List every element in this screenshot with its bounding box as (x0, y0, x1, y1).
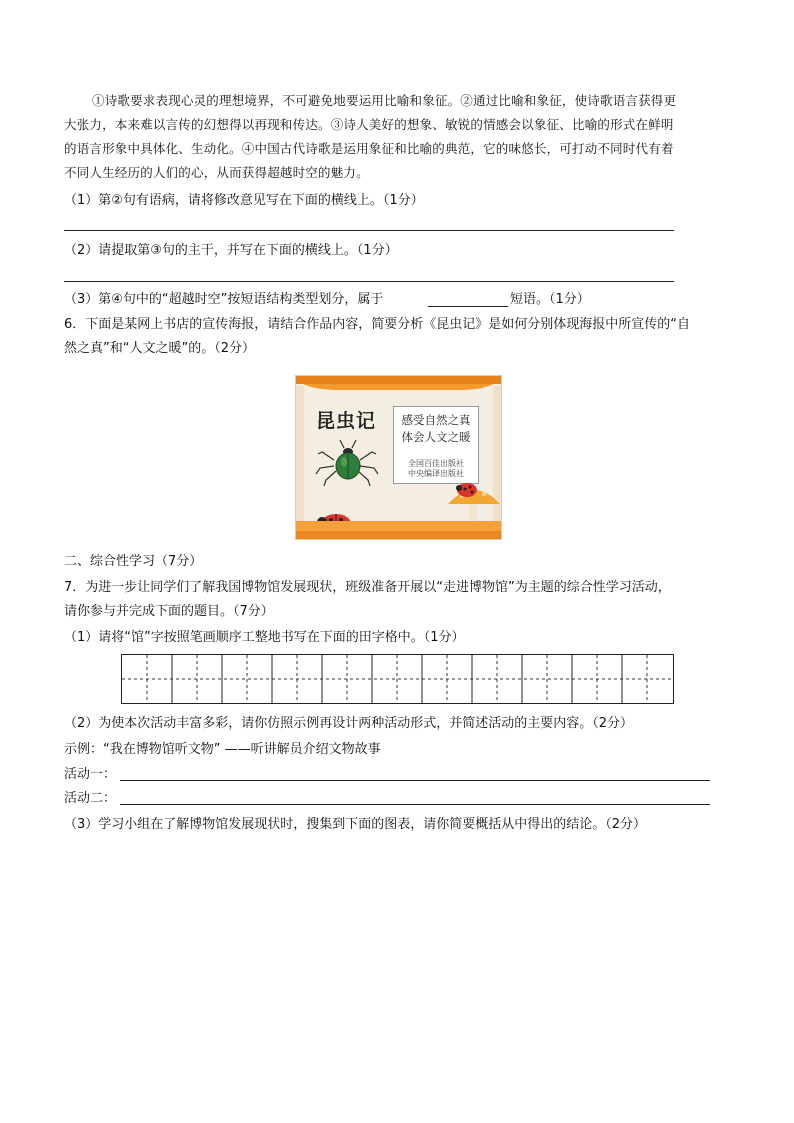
beetle-icon (314, 438, 384, 488)
section-heading: 二、综合性学习（7分） (64, 554, 203, 569)
answer-line-activity-1[interactable] (120, 780, 710, 781)
q7-example: 示例：“我在博物馆听文物” ——听讲解员介绍文物故事 (64, 742, 381, 757)
poster-top-band-dark (296, 376, 501, 384)
q6-line-1: 6．下面是某网上书店的宣传海报，请结合作品内容，简要分析《昆虫记》是如何分别体现海报中所宣传的“自 (64, 317, 691, 332)
q6-line-2: 然之真”和“人文之暖”的。（2分） (64, 341, 255, 356)
poster-slogan-2: 体会人文之暖 (401, 430, 471, 444)
q7-line-1: 7．为进一步让同学们了解我国博物馆发展现状，班级准备开展以“走进博物馆”为主题的综合性学习活动， (64, 580, 671, 595)
poster-title: 昆虫记 (316, 410, 377, 432)
poster-bottom-band-dark (296, 531, 501, 539)
q5-sub3-before: （3）第④句中的“超越时空”按短语结构类型划分，属于 (64, 292, 384, 307)
passage-line-1: ①诗歌要求表现心灵的理想境界，不可避免地要运用比喻和象征。②通过比喻和象征，使诗歌语言获得更 (92, 93, 677, 108)
answer-line-activity-2[interactable] (120, 804, 710, 805)
answer-line-q5-1[interactable] (64, 230, 674, 231)
q7-line-2: 请你参与并完成下面的题目。（7分） (64, 604, 274, 619)
writing-grid[interactable] (121, 654, 674, 704)
answer-line-q5-2[interactable] (64, 281, 674, 282)
passage-line-4: 不同人生经历的人们的心，从而获得超越时空的魅力。 (64, 165, 369, 180)
poster-curtain-left (296, 386, 304, 526)
poster-publisher-2: 中央编译出版社 (408, 469, 464, 478)
q7-sub2: （2）为使本次活动丰富多彩，请你仿照示例再设计两种活动形式，并简述活动的主要内容。（2分） (64, 716, 634, 731)
passage-line-2: 大张力，本来难以言传的幻想得以再现和传达。③诗人美好的想象、敏锐的情感会以象征、比喻的形式在鲜明 (64, 117, 674, 132)
passage-line-3: 的语言形象中具体化、生动化。④中国古代诗歌是运用象征和比喻的典范，它的味悠长，可打动不同时代有着 (64, 141, 674, 156)
q7-sub3: （3）学习小组在了解博物馆发展现状时，搜集到下面的图表，请你简要概括从中得出的结论。（2分） (64, 817, 647, 832)
book-poster (295, 375, 502, 540)
q7-sub1: （1）请将“馆”字按照笔画顺序工整地书写在下面的田字格中。（1分） (64, 630, 465, 645)
ladybug-icon (454, 480, 480, 498)
poster-slogan-card (393, 406, 479, 484)
q5-sub3-after: 短语。（1分） (510, 292, 590, 307)
q5-sub1: （1）第②句有语病，请将修改意见写在下面的横线上。（1分） (64, 193, 424, 208)
writing-grid-lines (122, 655, 673, 703)
poster-slogan-1: 感受自然之真 (401, 413, 471, 427)
answer-line-q5-3[interactable] (428, 306, 508, 307)
activity-1-label: 活动一： (64, 767, 117, 782)
q5-sub2: （2）请提取第③句的主干，并写在下面的横线上。（1分） (64, 243, 398, 258)
activity-2-label: 活动二： (64, 791, 117, 806)
poster-publisher-1: 全国百佳出版社 (408, 459, 464, 468)
